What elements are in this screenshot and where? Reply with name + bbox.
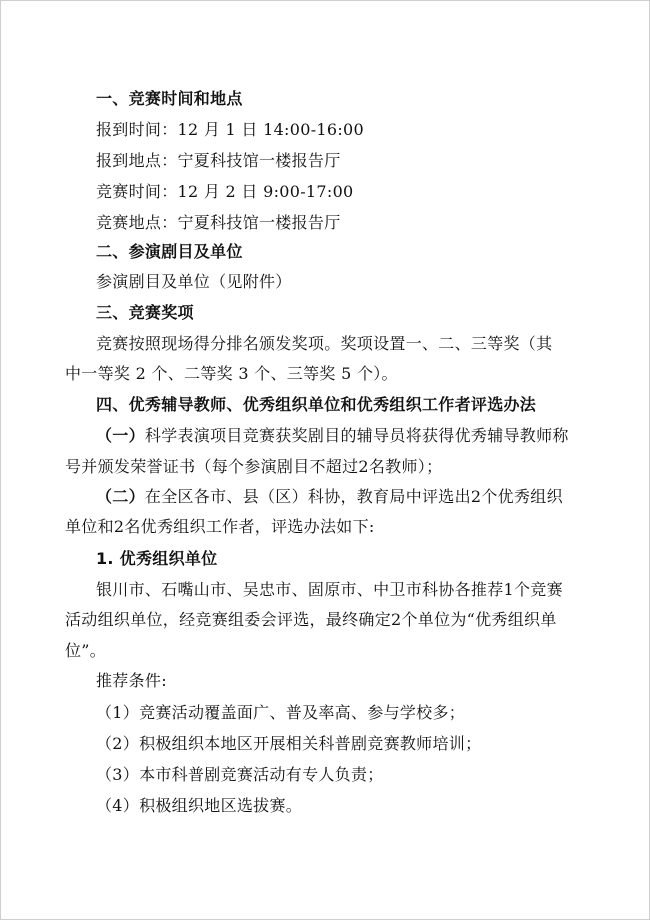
criteria-item: （2）积极组织本地区开展相关科普剧竞赛教师培训；: [96, 734, 482, 753]
register-place: 报到地点：宁夏科技馆一楼报告厅: [96, 151, 341, 170]
criteria-heading: 推荐条件:: [96, 671, 167, 690]
item2-label: （二）: [96, 487, 145, 506]
item1-line1: [96, 426, 569, 446]
item2-line2: 单位和2名优秀组织工作者，评选办法如下:: [65, 517, 375, 536]
item1-label: （一）: [96, 426, 145, 445]
item1-line2: 号并颁发荣誉证书（每个参演剧目不超过2名教师）；: [65, 457, 443, 476]
criteria-item: （1）竞赛活动覆盖面广、普及率高、参与学校多；: [96, 703, 466, 722]
sub1-line2: 活动组织单位，经竞赛组委会评选，最终确定2个单位为“优秀组织单: [65, 610, 557, 629]
sub1-line3: 位”。: [65, 641, 107, 660]
register-time: 报到时间：12 月 1 日 14:00-16:00: [96, 120, 365, 139]
section2-heading: 二、参演剧目及单位: [96, 242, 243, 261]
criteria-item: （4）积极组织地区选拔赛。: [96, 796, 303, 815]
section3-heading: 三、竞赛奖项: [96, 303, 194, 322]
sub1-line1: 银川市、石嘴山市、吴忠市、固原市、中卫市科协各推荐1个竞赛: [96, 580, 563, 599]
contest-place: 竞赛地点：宁夏科技馆一楼报告厅: [96, 213, 341, 232]
item1-text: 科学表演项目竞赛获奖剧目的辅导员将获得优秀辅导教师称: [144, 426, 569, 445]
contest-time: 竞赛时间：12 月 2 日 9:00-17:00: [96, 182, 354, 201]
item2-line1: [96, 487, 563, 507]
criteria-item: （3）本市科普剧竞赛活动有专人负责；: [96, 765, 384, 784]
section2-text: 参演剧目及单位（见附件）: [96, 272, 292, 291]
item2-text: 在全区各市、县（区）科协，教育局中评选出2个优秀组织: [144, 487, 563, 506]
sub1-heading: 1. 优秀组织单位: [96, 549, 218, 568]
section1-heading: 一、竞赛时间和地点: [96, 89, 243, 108]
section3-text-line1: 竞赛按照现场得分排名颁发奖项。奖项设置一、二、三等奖（其: [96, 334, 553, 353]
section4-heading: 四、优秀辅导教师、优秀组织单位和优秀组织工作者评选办法: [96, 395, 537, 414]
section3-text-line2: 中一等奖 2 个、二等奖 3 个、三等奖 5 个）。: [65, 364, 398, 383]
